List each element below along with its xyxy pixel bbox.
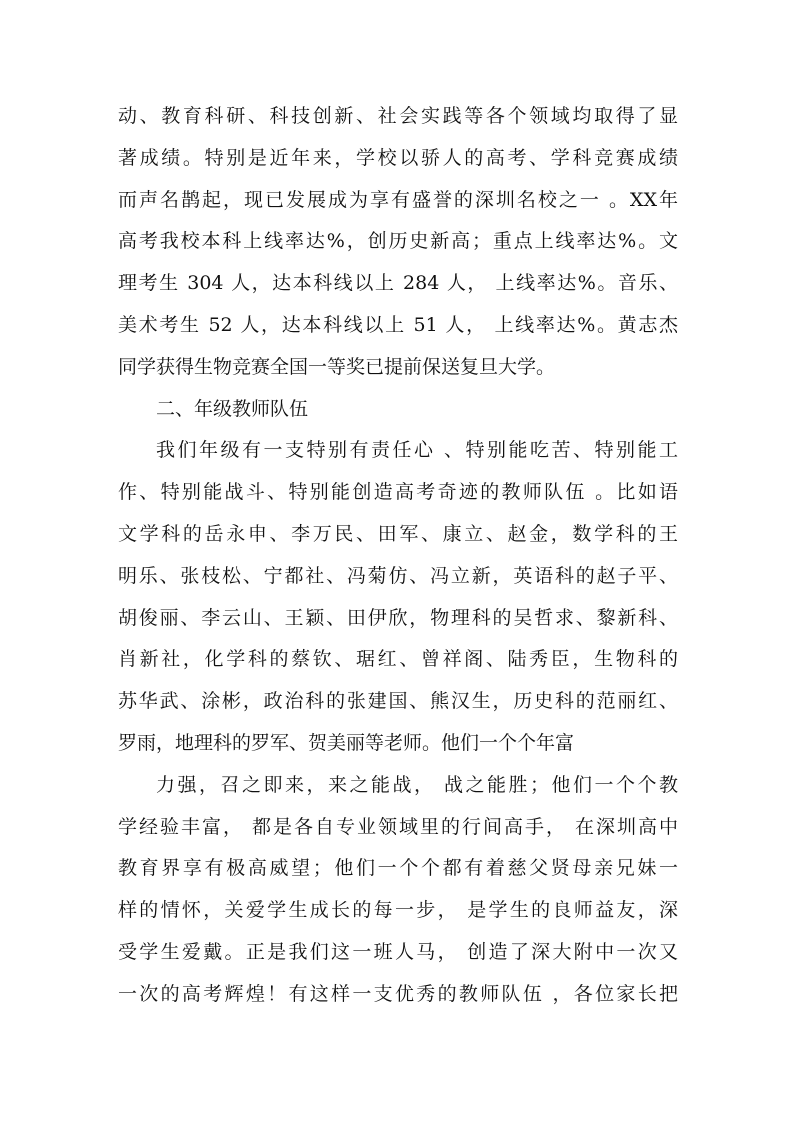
text-line: 美术考生 52 人，达本科线以上 51 人， 上线率达%。黄志杰 [118, 313, 678, 336]
text-line: 胡俊丽、李云山、王颖、田伊欣，物理科的吴哲求、黎新科、 [118, 606, 678, 629]
text-line: 高考我校本科上线率达%，创历史新高；重点上线率达%。文 [118, 230, 678, 253]
text-line: 力强，召之即来，来之能战， 战之能胜；他们一个个教 [156, 773, 678, 796]
text-line: 文学科的岳永申、李万民、田军、康立、赵金，数学科的王 [118, 522, 678, 545]
text-line: 动、教育科研、科技创新、社会实践等各个领域均取得了显 [118, 105, 678, 127]
text-line: 我们年级有一支特别有责任心 、特别能吃苦、特别能工 [156, 439, 678, 462]
section-heading-teachers [118, 389, 678, 431]
text-line: 教育界享有极高威望；他们一个个都有着慈父贤母亲兄妹一 [118, 857, 678, 880]
paragraph-teacher-qualities [118, 765, 678, 1016]
text-line: 著成绩。特别是近年来，学校以骄人的高考、学科竞赛成绩 [118, 146, 678, 169]
document-body [118, 96, 678, 1016]
text-line: 肖新社，化学科的蔡钦、琚红、曾祥阁、陆秀臣，生物科的 [118, 648, 678, 671]
text-line: 苏华武、涂彬，政治科的张建国、熊汉生，历史科的范丽红、 [118, 690, 678, 713]
text-line: 而声名鹊起，现已发展成为享有盛誉的深圳名校之一 。XX年 [118, 188, 678, 211]
text-line: 明乐、张枝松、宁都社、冯菊仿、冯立新，英语科的赵子平、 [118, 564, 678, 587]
paragraph-teacher-team [118, 430, 678, 764]
text-line: 受学生爱戴。正是我们这一班人马， 创造了深大附中一次又 [118, 940, 678, 963]
text-line: 二、年级教师队伍 [156, 397, 309, 420]
text-line: 同学获得生物竞赛全国一等奖已提前保送复旦大学。 [118, 355, 556, 378]
text-line: 理考生 304 人，达本科线以上 284 人， 上线率达%。音乐、 [118, 272, 678, 295]
text-line: 罗雨，地理科的罗军、贺美丽等老师。他们一个个年富 [118, 731, 575, 754]
text-line: 一次的高考辉煌！有这样一支优秀的教师队伍 ，各位家长把 [118, 982, 678, 1005]
text-line: 样的情怀，关爱学生成长的每一步， 是学生的良师益友，深 [118, 899, 678, 922]
paragraph-school-achievements [118, 96, 678, 389]
text-line: 作、特别能战斗、特别能创造高考奇迹的教师队伍 。比如语 [118, 481, 678, 504]
text-line: 学经验丰富， 都是各自专业领域里的行间高手， 在深圳高中 [118, 815, 678, 838]
